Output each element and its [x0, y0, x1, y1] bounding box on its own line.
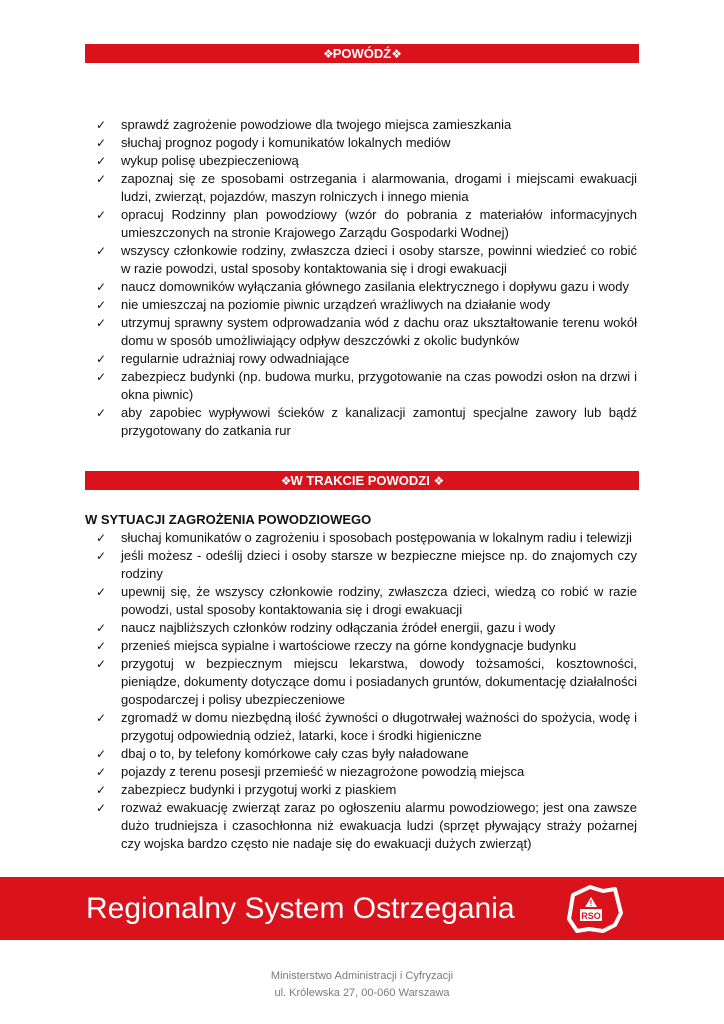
list-item-text: zapoznaj się ze sposobami ostrzegania i alarmowania, drogami i miejscami ewakuacji ludzi, zwierząt, pojazdów, maszyn rolniczych i innego mienia [121, 171, 637, 204]
checkmark-icon: ✓ [96, 208, 107, 222]
list-item-text: przenieś miejsca sypialne i wartościowe rzeczy na górne kondygnacje budynku [121, 638, 577, 653]
list-item [96, 547, 637, 583]
list-item [96, 314, 637, 350]
list-item-text: rozważ ewakuację zwierząt zaraz po ogłoszeniu alarmu powodziowego; jest ona zawsze dużo trudniejsza i czasochłonna niż ewakuacja ludzi (sprzęt pływający straży pożarnej czy wojska bardzo często nie nadaje się do ewakuacji dużych zwierząt) [121, 800, 637, 851]
checkmark-icon: ✓ [96, 118, 107, 132]
list-item [96, 350, 637, 368]
list-item [96, 134, 637, 152]
list-item [96, 799, 637, 853]
checkmark-icon: ✓ [96, 298, 107, 312]
checkmark-icon: ✓ [96, 280, 107, 294]
list-item-text: zgromadź w domu niezbędną ilość żywności o długotrwałej ważności do spożycia, wodę i przygotuj odpowiednią odzież, latarki, koce i środki higieniczne [121, 710, 637, 743]
list-item-text: wykup polisę ubezpieczeniową [121, 153, 299, 168]
list-item-text: przygotuj w bezpiecznym miejscu lekarstwa, dowody tożsamości, kosztowności, pieniądze, dokumenty dotyczące domu i posiadanych gruntów, dokumentację działalności gospodarczej i polisy ubezpieczeniowe [121, 656, 637, 707]
rso-logo-icon [563, 881, 625, 937]
checkmark-icon: ✓ [96, 765, 107, 779]
checkmark-icon: ✓ [96, 639, 107, 653]
list-item [96, 242, 637, 278]
checkmark-icon: ✓ [96, 316, 107, 330]
diamond-ornament-icon: ❖ [391, 47, 402, 61]
diamond-ornament-icon: ❖ [280, 474, 291, 488]
list-item [96, 781, 637, 799]
section-banner-flood [85, 44, 639, 63]
list-item-text: jeśli możesz - odeślij dzieci i osoby starsze w bezpieczne miejsce np. do znajomych czy rodziny [121, 548, 637, 581]
address-line-1: Ministerstwo Administracji i Cyfryzacji [270, 970, 454, 982]
checklist-flood [96, 116, 637, 440]
checkmark-icon: ✓ [96, 711, 107, 725]
list-item-text: pojazdy z terenu posesji przemieść w niezagrożone powodzią miejsca [121, 764, 525, 779]
section-title-flood: POWÓDŹ [332, 46, 392, 61]
list-item-text: dbaj o to, by telefony komórkowe cały czas były naładowane [121, 746, 469, 761]
list-item-text: wszyscy członkowie rodziny, zwłaszcza dzieci i osoby starsze, powinni wiedzieć co robić w razie powodzi, ustal sposoby kontaktowania się i drogi ewakuacji [121, 243, 637, 276]
checkmark-icon: ✓ [96, 406, 107, 420]
footer-banner [0, 877, 724, 940]
list-item [96, 637, 637, 655]
list-item-text: zabezpiecz budynki i przygotuj worki z piaskiem [121, 782, 397, 797]
address-block [0, 968, 724, 1002]
list-item [96, 763, 637, 781]
section-title-during: W TRAKCIE POWODZI [290, 473, 430, 488]
diamond-ornament-icon: ❖ [322, 47, 333, 61]
logo-mark: ! [589, 899, 593, 908]
list-item [96, 152, 637, 170]
checkmark-icon: ✓ [96, 154, 107, 168]
list-item [96, 655, 637, 709]
list-item-text: naucz domowników wyłączania głównego zasilania elektrycznego i dopływu gazu i wody [121, 279, 629, 294]
subheading-threat: W SYTUACJI ZAGROŻENIA POWODZIOWEGO [85, 512, 372, 527]
list-item [96, 296, 637, 314]
list-item [96, 529, 637, 547]
footer-title: Regionalny System Ostrzegania [86, 892, 515, 925]
list-item-text: aby zapobiec wypływowi ścieków z kanalizacji zamontuj specjalne zawory lub bądź przygotowany do zatkania rur [121, 405, 637, 438]
checkmark-icon: ✓ [96, 585, 107, 599]
list-item [96, 619, 637, 637]
address-line-2: ul. Królewska 27, 00-060 Warszawa [274, 987, 450, 999]
checkmark-icon: ✓ [96, 244, 107, 258]
checkmark-icon: ✓ [96, 136, 107, 150]
checkmark-icon: ✓ [96, 747, 107, 761]
list-item [96, 583, 637, 619]
list-item-text: słuchaj prognoz pogody i komunikatów lokalnych mediów [121, 135, 451, 150]
list-item [96, 116, 637, 134]
logo-text: RSO [581, 911, 601, 921]
section-banner-during [85, 471, 639, 490]
list-item-text: naucz najbliższych członków rodziny odłączania źródeł energii, gazu i wody [121, 620, 556, 635]
list-item-text: zabezpiecz budynki (np. budowa murku, przygotowanie na czas powodzi osłon na drzwi i okna piwnic) [121, 369, 637, 402]
list-item-text: regularnie udrażniaj rowy odwadniające [121, 351, 350, 366]
list-item-text: nie umieszczaj na poziomie piwnic urządzeń wrażliwych na działanie wody [121, 297, 551, 312]
checkmark-icon: ✓ [96, 783, 107, 797]
list-item-text: opracuj Rodzinny plan powodziowy (wzór do pobrania z materiałów informacyjnych umieszczonych na stronie Krajowego Zarządu Gospodarki Wodnej) [121, 207, 637, 240]
checkmark-icon: ✓ [96, 352, 107, 366]
checkmark-icon: ✓ [96, 172, 107, 186]
list-item [96, 368, 637, 404]
checkmark-icon: ✓ [96, 549, 107, 563]
checkmark-icon: ✓ [96, 621, 107, 635]
list-item-text: upewnij się, że wszyscy członkowie rodziny, zwłaszcza dzieci, wiedzą co robić w razie powodzi, ustal sposoby kontaktowania się i drogi ewakuacji [121, 584, 637, 617]
list-item-text: utrzymuj sprawny system odprowadzania wód z dachu oraz ukształtowanie terenu wokół domu w sposób umożliwiający odpływ deszczówki z okolic budynków [121, 315, 637, 348]
checkmark-icon: ✓ [96, 657, 107, 671]
list-item [96, 206, 637, 242]
list-item [96, 709, 637, 745]
list-item [96, 278, 637, 296]
checklist-during [96, 529, 637, 853]
checkmark-icon: ✓ [96, 531, 107, 545]
list-item-text: sprawdź zagrożenie powodziowe dla twojego miejsca zamieszkania [121, 117, 512, 132]
checkmark-icon: ✓ [96, 370, 107, 384]
checkmark-icon: ✓ [96, 801, 107, 815]
list-item [96, 170, 637, 206]
diamond-ornament-icon: ❖ [433, 474, 444, 488]
list-item [96, 745, 637, 763]
list-item [96, 404, 637, 440]
list-item-text: słuchaj komunikatów o zagrożeniu i sposobach postępowania w lokalnym radiu i telewizji [121, 530, 632, 545]
